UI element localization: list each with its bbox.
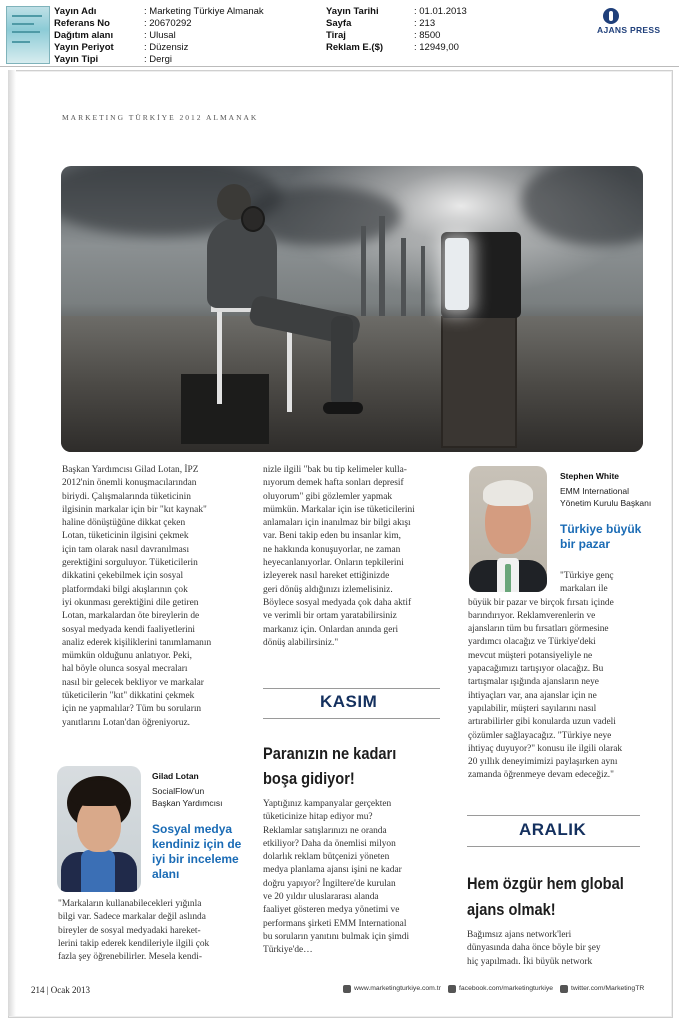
text-line: faaliyet gösteren medya yönetimi ve [263, 905, 400, 916]
text-line: tüketicinize hitap ediyor mu? [263, 812, 373, 823]
clipping-value: : 213 [414, 18, 436, 29]
text-line: büyük bir pazar ve birçok fırsatı içinde [468, 597, 614, 608]
text-line: ne hakkında konuşuyorlar, ne zaman [263, 544, 401, 555]
text-line: markaları ile [560, 584, 608, 595]
text-line: doğru yapıyor? İngiltere'de kurulan [263, 878, 396, 889]
text-line: bu soruların yanıtını bulmak için şimdi [263, 931, 410, 942]
text-line: ajansların tüm bu fırsatları görmesine [468, 624, 609, 635]
text-line: Yaptığınız kampanyalar gerçekten [263, 799, 392, 809]
text-line: yardımcı olacağız ve Türkiye'deki [468, 637, 596, 648]
text-line: dönüş alabilirsiniz." [263, 637, 339, 648]
text-line: bilgi var. Sadece markalar değil aslında [58, 912, 206, 923]
clipping-header [0, 0, 679, 68]
text-line: hiç yapılmadı. İki büyük network [467, 956, 593, 967]
text-line: platformdaki bilgi akışlarının çok [62, 584, 188, 595]
clipping-row: Yayın Tarihi [326, 6, 379, 17]
text-line: "Markaların kullanabilecekleri yığınla [58, 899, 202, 909]
kasim-rule-top [263, 688, 440, 689]
article-column-3 [468, 570, 622, 783]
gilad-lotan-role: SocialFlow'un [152, 786, 205, 796]
clipping-value: : Düzensiz [144, 42, 189, 53]
kasim-rule-bottom [263, 718, 440, 719]
text-line: sosyal medyada kendi faaliyetlerini [62, 624, 196, 635]
text-line: mevcut müşteri potansiyeliyle ne [468, 650, 593, 661]
text-line: yanıtlarını Lotan'dan öğreniyoruz. [62, 717, 190, 728]
gilad-lotan-headline: alanı [152, 867, 180, 881]
aralik-article [467, 929, 601, 969]
gilad-lotan-headline: iyi bir inceleme [152, 852, 239, 866]
text-line: nıyorum demek hafta sonları depresif [263, 478, 404, 489]
running-head: MARKETING TÜRKİYE 2012 ALMANAK [62, 113, 259, 122]
text-line: lerini takip ederek kendileriyle ilgili çok [58, 938, 210, 949]
clipping-row: Dağıtım alanı [54, 30, 114, 41]
text-line: medya planlama ajansı işini ne kadar [263, 865, 402, 876]
gilad-lotan-name: Gilad Lotan [152, 771, 199, 781]
text-line: "Türkiye genç [560, 571, 614, 581]
text-line: dünyasında daha önce böyle bir şey [467, 943, 601, 954]
text-line: ihtiyaç duyuyor?" konusu ile ilgili olarak [468, 743, 623, 754]
text-line: markanız için. Onlardan anında geri [263, 624, 399, 635]
clipping-value: : Ulusal [144, 30, 176, 41]
text-line: dolarlık reklam bütçenizi yöneten [263, 852, 390, 863]
article-column-1 [62, 464, 211, 730]
clipping-row: Yayın Adı [54, 6, 97, 17]
text-line: fazla şey öğrenebilirler. Mesela kendi- [58, 952, 202, 963]
text-line: biriydi. Çalışmalarında tüketicinin [62, 491, 191, 502]
text-line: için ne yapmalılar? Tüm bu soruların [62, 704, 202, 715]
text-line: ve verimli bir ortam yaratabilirsiniz [263, 611, 397, 622]
footer-link-facebook[interactable]: facebook.com/marketingturkiye [459, 985, 554, 992]
clipping-value: : 01.01.2013 [414, 6, 467, 17]
text-line: etkiliyor? Daha da önemlisi milyon [263, 838, 396, 849]
kasim-title: Paranızın ne kadarı [263, 744, 397, 763]
clipping-value: : 20670292 [144, 18, 192, 29]
clipping-row: Sayfa [326, 18, 352, 29]
web-icon [343, 985, 351, 993]
text-line: mümkün. Markalar için ise tüketicilerini [263, 504, 415, 515]
text-line: mümkün olduğunu anlatıyor. Peki, [62, 651, 192, 662]
header-divider [0, 66, 679, 67]
clipping-value: : 12949,00 [414, 42, 459, 53]
footer-link-twitter[interactable]: twitter.com/MarketingTR [571, 985, 645, 992]
clipping-value: : Dergi [144, 54, 172, 65]
text-line: bireyler de sosyal medyadaki hareket- [58, 925, 201, 936]
text-line: Reklamlar satışlarınızı ne oranda [263, 825, 387, 836]
stephen-white-headline: bir pazar [560, 537, 611, 551]
text-line: tartışmalar ışığında ajansların neye [468, 677, 599, 688]
clipping-value: : Marketing Türkiye Almanak [144, 6, 264, 17]
facebook-icon [448, 985, 456, 993]
section-aralik: ARALIK [519, 820, 587, 839]
article-column-2 [263, 464, 415, 650]
text-line: Lotan, markalardan öte bireylerin de [62, 611, 200, 622]
text-line: ilgisinin markalar için bir "kıt kaynak" [62, 504, 207, 515]
text-line: Böylece sosyal medyada çok daha aktif [263, 597, 412, 608]
clipping-row: Tiraj [326, 30, 346, 41]
text-line: var. Beni takip eden bu insanlar kim, [263, 531, 401, 542]
ajans-press-logo-icon [603, 8, 619, 24]
text-line: izleyerek nasıl hareket ettiğinizde [263, 571, 390, 582]
clipping-row: Yayın Tipi [54, 54, 99, 65]
text-line: oluyorum" gibi gözlemler yapmak [263, 491, 393, 502]
text-line: Başkan Yardımcısı Gilad Lotan, İPZ [62, 465, 199, 475]
section-kasim: KASIM [320, 692, 378, 711]
hero-photo [61, 166, 643, 452]
text-line: Bağımsız ajans network'leri [467, 930, 572, 940]
clipping-row: Yayın Periyot [54, 42, 114, 53]
text-line: gerektiğini sorguluyor. Tüketicilerin [62, 558, 198, 569]
text-line: 20 yıllık deneyimimizi paylaşırken aynı [468, 757, 618, 768]
text-line: Lotan, tüketicinin ilgisini çekmek [62, 531, 189, 542]
article-column-1-continued [58, 898, 209, 964]
clipping-row: Reklam E.($) [326, 42, 384, 53]
footer-link-web[interactable]: www.marketingturkiye.com.tr [354, 985, 441, 992]
text-line: barındırıyor. Reklamverenlerin ve [468, 610, 596, 621]
stephen-white-role: Yönetim Kurulu Başkanı [560, 498, 652, 508]
aralik-title: ajans olmak! [467, 900, 556, 919]
text-line: zamanda öğrenmeye devam edeceğiz." [468, 770, 614, 781]
text-line: yapılabilir, müşteri sayılarını nasıl [468, 703, 597, 714]
clipping-thumbnail [6, 6, 50, 64]
text-line: nizle ilgili "bak bu tip kelimeler kulla- [263, 465, 407, 475]
text-line: geri dönüş aldığınızı izlemelisiniz. [263, 584, 393, 595]
text-line: iyi okunması gerektiğini dile getiren [62, 597, 199, 608]
page-footer-number: 214 | Ocak 2013 [31, 985, 91, 995]
twitter-icon [560, 985, 568, 993]
stephen-white-name: Stephen White [560, 471, 620, 481]
text-line: haline dönüştüğüne dikkat çeken [62, 518, 186, 529]
kasim-article [263, 798, 409, 958]
text-line: 2012'nin önemli konuşmacılarından [62, 478, 197, 489]
aralik-rule-bottom [467, 846, 640, 847]
ajans-press-logo-text: AJANS PRESS [597, 25, 661, 35]
text-line: yapacağımızı tartışıyor olacağız. Bu [468, 664, 604, 675]
text-line: çözümler sağlayacağız. "Türkiye neye [468, 730, 612, 741]
text-line: tüketicilerin "kıt" dikkatini çekmek [62, 691, 195, 702]
text-line: hal böyle olunca sosyal mecraları [62, 664, 188, 675]
gilad-lotan-role: Başkan Yardımcısı [152, 798, 223, 808]
kasim-title: boşa gidiyor! [263, 769, 355, 788]
text-line: Türkiye'de… [263, 945, 313, 956]
gilad-lotan-headline: kendiniz için de [152, 837, 242, 851]
text-line: dikkatini çekebilmek için sosyal [62, 571, 184, 582]
clipping-value: : 8500 [414, 30, 441, 41]
text-line: artırabilirler gibi konularda uzun vadeli [468, 717, 616, 728]
text-line: ve 20 yıldır uluslararası alanda [263, 892, 379, 903]
text-line: için tam olarak nasıl davranılması [62, 544, 190, 555]
gilad-lotan-headline: Sosyal medya [152, 822, 233, 836]
aralik-title: Hem özgür hem global [467, 874, 624, 893]
text-line: analiz ederek kişiliklerini tanımlamanın [62, 637, 212, 648]
gilad-lotan-photo [57, 766, 141, 892]
stephen-white-role: EMM International [560, 486, 629, 496]
clipping-row: Referans No [54, 18, 110, 29]
text-line: anlamaları için inanılmaz bir bilgi akışı [263, 518, 411, 529]
text-line: performans şirketi EMM International [263, 918, 407, 929]
text-line: ihtiyaçları var, ana ajanslar için ne [468, 690, 597, 701]
stephen-white-headline: Türkiye büyük [560, 522, 642, 536]
aralik-rule-top [467, 815, 640, 816]
text-line: nasıl bir gelecek bekliyor ve markalar [62, 677, 204, 688]
text-line: heyecanlanıyorlar. Onların tepkilerini [263, 558, 404, 569]
page-gutter-shadow [8, 70, 16, 1016]
